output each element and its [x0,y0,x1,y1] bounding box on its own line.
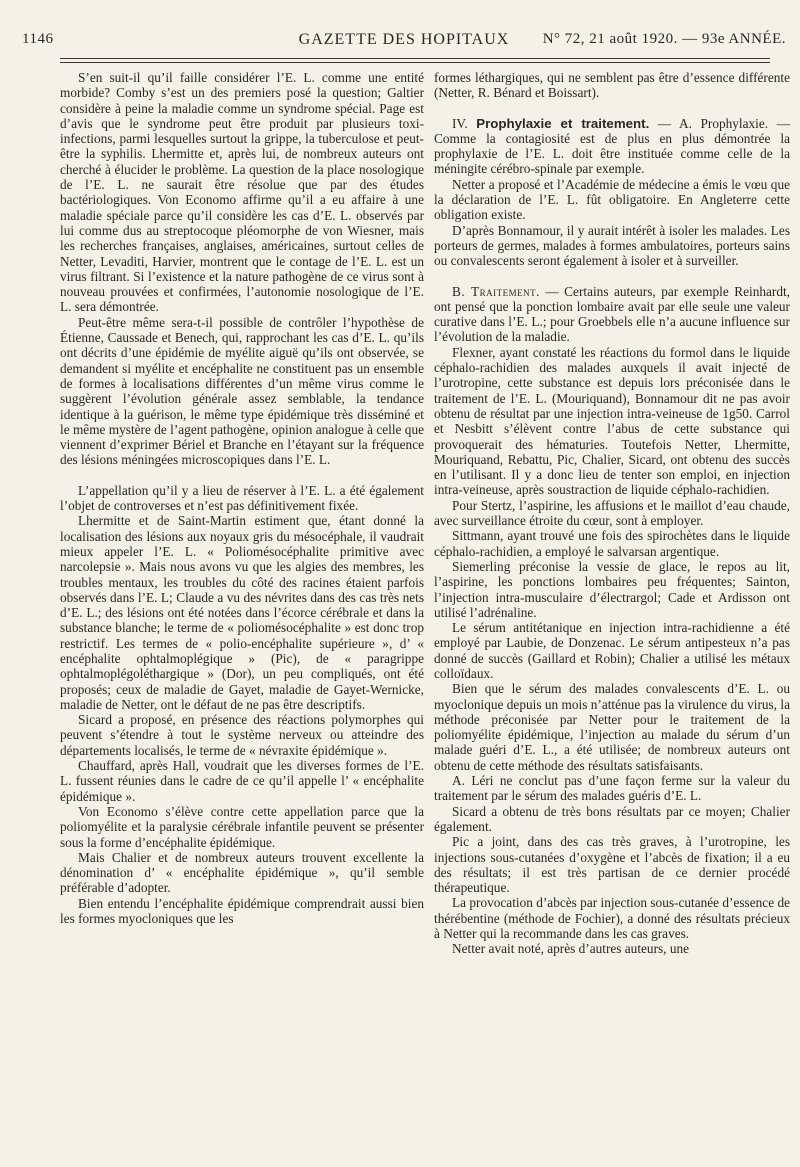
header-rule-thin [60,62,770,63]
subsection-a-label: — A. Prophylaxie. [657,115,769,131]
paragraph: Netter avait noté, après d’autres auteurs, une [452,941,690,957]
section-heading-paragraph [434,116,790,177]
paragraph: Netter a proposé et l’Académie de médecine a émis le vœu que la déclaration de l’E. L. fût obligatoire. En Angleterre cette obligation existe. [434,176,790,223]
paragraph: Mais Chalier et de nombreux auteurs trouvent excellente la dénomination d’ « encéphalite épidémique », qu’il semble préférable d’adopter. [60,849,424,896]
page-number: 1146 [22,31,54,47]
paragraph: Le sérum antitétanique en injection intra-rachidienne a été employé par Laubie, de Donzenac. Le sérum antipesteux n’a pas donné de succès (Gaillard et Robin); Chalier a utilisé les métaux colloïdaux. [434,620,790,681]
header-rule [60,58,770,59]
paragraph: Pour Stertz, l’aspirine, les affusions et le maillot d’eau chaude, avec surveillance étroite du cœur, sont à employer. [434,497,790,529]
paragraph: Bien entendu l’encéphalite épidémique comprendrait aussi bien les formes myocloniques que les [60,895,424,927]
subsection-b-paragraph [434,284,790,345]
section-title: Prophylaxie et traitement. [476,115,650,131]
paragraph: La provocation d’abcès par injection sous-cutanée d’essence de thérébentine (méthode de Fochier), a donné des résultats précieux à Netter qui la recommande dans les cas graves. [434,895,790,942]
paragraph: Sicard a obtenu de très bons résultats par ce moyen; Chalier également. [434,803,790,834]
paragraph: S’en suit-il qu’il faille considérer l’E. L. comme une entité morbide? Comby s’est un des premiers posé la question; Galtier considère à peine la maladie comme un syndrome spécial. Page est d’avis que le syndrome peut être produit par plusieurs toxi-infections, parmi lesquelles surtout la grippe, la tuberculose et peut-être la syphilis. Lhermitte et, après lui, de nombreux auteurs ont cherché à élucider le problème. La question de la place nosologique de l’E. L. ne saurait être résolue que par des études bactériologiques. Von Economo affirme qu’il a eu affaire à une maladie spéciale parce qu’il considère les cas d’E. L. observés par lui comme dus au streptocoque pléomorphe de von Wiesner, mais les recherches françaises, anglaises, américaines, surtout celles de Netter, Levaditi, Harvier, montrent que le contage de l’E. L. est un virus filtrant. Si l’existence et la nature pathogène de ce virus sont à nouveau prouvées et confirmées, l’autonomie nosologique de l’E. L. sera démontrée. [60,70,424,315]
issue-info: N° 72, 21 août 1920. — 93e ANNÉE. [542,31,786,47]
paragraph: Sittmann, ayant trouvé une fois des spirochètes dans le liquide céphalo-rachidien, a employé le salvarsan argentique. [434,528,790,559]
paragraph: Pic a joint, dans des cas très graves, à l’urotropine, les injections sous-cutanées d’oxygène et l’abcès de fixation; il a eu des résultats; il est très partisan de ce dernier procédé thérapeutique. [434,834,790,896]
paragraph: Lhermitte et de Saint-Martin estiment que, étant donné la localisation des lésions aux noyaux gris du mésocéphale, il vaudrait mieux appeler l’E. L. « Poliomésocéphalite primitive avec narcolepsie ». Mais nous avons vu que les algies des membres, les troubles mentaux, les troubles du côté des racines étaient parfois observés dans l’E. L; Claude a vu des névrites dans des cas très nets d’E. L.; des lésions ont été notées dans l’écorce cérébrale et dans la substance blanche; le terme de « poliomésocéphalite » est donc trop restrictif. Les termes de « polio-encéphalite supérieure », d’ « encéphalite ophtalmoplégique » (Pic), de « paragrippe ophtalmoplégoléthargique » (Dor), un peu compliqués, ont été proposés; ceux de maladie de Gayet, maladie de Gayet-Wernicke, maladie de Netter, ont le défaut de ne pas être descriptifs. [60,513,424,712]
right-column [434,70,790,957]
paragraph: A. Léri ne conclut pas d’une façon ferme sur la valeur du traitement par le sérum des malades guéris d’E. L. [434,773,790,804]
paragraph: Flexner, ayant constaté les réactions du formol dans le liquide céphalo-rachidien des malades auxquels il avait injecté de l’urotropine, cette substance est depuis lors préconisée dans le traitement de l’E. L. (Mouriquand), Bonnamour dit ne pas avoir obtenu de résultat par une injection intra-veineuse de 1g50. Carrol et Nesbitt s’élèvent contre l’abus de cette substance qui provoquerait des hématuries. Toutefois Netter, Lhermitte, Mouriquand, Rebattu, Pic, Chalier, Sicard, ont obtenu des succès en l’utilisant. Il y a donc lieu de tenter son emploi, en injection intra-veineuse, après soustraction de liquide céphalo-rachidien. [434,344,790,498]
paragraph: Peut-être même sera-t-il possible de contrôler l’hypothèse de Étienne, Caussade et Benech, qui, rapprochant les cas d’E. L. qu’ils ont décrits d’une épidémie de myélite aiguë qu’ils ont observée, se demandent si myélite et encéphalite ne constituent pas un ensemble de formes à localisations différentes d’un même virus comme le suggèrent l’évolution générale assez semblable, la tendance identique à la guérison, le même type épidémique très disséminé et le même mystère de l’agent pathogène, opinion analogue à celle que viennent d’exprimer Bériel et Branche en l’étayant sur la fréquence des lésions méningées microscopiques dans l’E. L. [60,314,424,468]
paragraph: formes léthargiques, qui ne semblent pas être d’essence différente (Netter, R. Bénard et Boissart). [434,70,790,101]
paragraph: Sicard a proposé, en présence des réactions polymorphes qui peuvent s’étendre à tout le système nerveux ou atteindre des départements localisés, le terme de « névraxite épidémique ». [60,712,424,758]
paragraph: Siemerling préconise la vessie de glace, le repos au lit, l’aspirine, les ponctions lombaires peu fréquentes; Sainton, l’injection intra-musculaire d’électrargol; Cade et Ardisson ont utilisé l’adrénaline. [434,558,790,620]
journal-title: GAZETTE DES HOPITAUX [298,31,510,48]
paragraph: Chauffard, après Hall, voudrait que les diverses formes de l’E. L. fussent réunies dans le cadre de ce qu’il appelle l’ « encéphalite épidémique ». [60,758,424,804]
paragraph: Bien que le sérum des malades convalescents d’E. L. ou myoclonique depuis un mois n’atténue pas la virulence du virus, la méthode préconisée par Netter pour le traitement de la poliomyélite épidémique, l’injection au malade du sérum d’un malade guéri d’E. L., a été utilisée; de nombreux auteurs ont obtenu de cette méthode des résultats satisfaisants. [434,681,790,773]
paragraph: Von Economo s’élève contre cette appellation parce que la poliomyélite et la paralysie cérébrale infantile peuvent se présenter sous la forme d’encéphalite épidémique. [60,803,424,850]
subsection-b-label: B. Traitement. [452,283,540,299]
subsection-a-text: — Comme la contagiosité est de plus en plus démontrée la prophylaxie de l’E. L. doit être instituée comme celle de la méningite cérébro-spinale par exemple. [434,115,790,177]
left-column [60,70,424,926]
subsection-b-text: — Certains auteurs, par exemple Reinhardt, ont pensé que la ponction lombaire avait par elle seule une valeur curative dans l’E. L.; pour Groebbels elle n’a aucune influence sur l’évolution de la maladie. [434,283,790,345]
section-number: IV. [452,115,468,131]
page-header [22,28,786,54]
paragraph: D’après Bonnamour, il y aurait intérêt à isoler les malades. Les porteurs de germes, malades à formes ambulatoires, porteurs sains ou convalescents seront également à isoler et à surveiller. [434,222,790,269]
paragraph: L’appellation qu’il y a lieu de réserver à l’E. L. a été également l’objet de controverses et n’est pas définitivement fixée. [60,482,424,514]
